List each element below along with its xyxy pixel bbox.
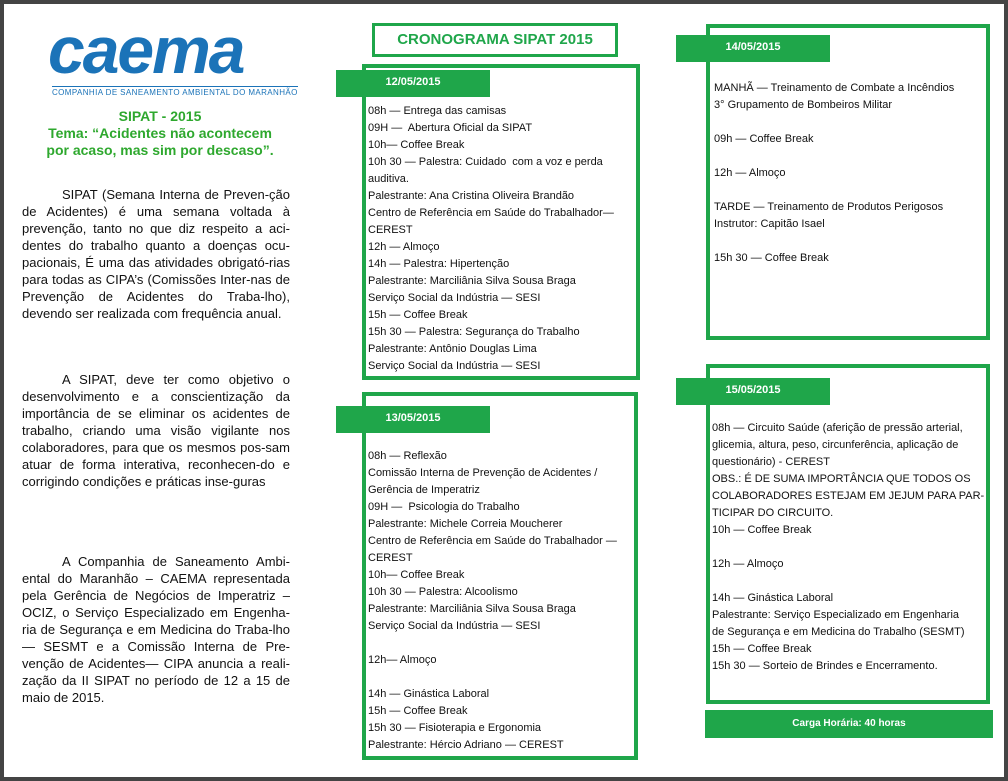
schedule-line: 10h— Coffee Break <box>368 569 465 581</box>
logo-subtitle: COMPANHIA DE SANEAMENTO AMBIENTAL DO MARANHÃO <box>52 88 298 97</box>
sipat-title: SIPAT - 2015 <box>118 108 202 124</box>
schedule-line: 15h — Coffee Break <box>368 309 468 321</box>
schedule-line: 08h — Entrega das camisas <box>368 105 507 117</box>
schedule-line: 15h 30 — Coffee Break <box>714 252 829 264</box>
schedule-line: TARDE — Treinamento de Produtos Perigosos <box>714 201 944 213</box>
schedule-line: 10h 30 — Palestra: Cuidado com a voz e perda <box>368 156 603 168</box>
schedule-line: 08h — Circuito Saúde (aferição de pressão arterial, <box>712 422 963 434</box>
schedule-line <box>368 635 634 652</box>
schedule-line: Centro de Referência em Saúde do Trabalhador — <box>368 535 617 547</box>
schedule-line: 15h 30 — Fisioterapia e Ergonomia <box>368 722 542 734</box>
intro-paragraph <box>22 186 290 322</box>
schedule-line: Palestrante: Ana Cristina Oliveira Brandão <box>368 190 575 202</box>
schedule-line: 10h 30 — Palestra: Alcoolismo <box>368 586 518 598</box>
schedule-line: Instrutor: Capitão Isael <box>714 218 825 230</box>
schedule-line: 14h — Palestra: Hipertenção <box>368 258 510 270</box>
schedule-line: 08h — Reflexão <box>368 450 447 462</box>
schedule-line <box>712 573 986 590</box>
schedule-line: Serviço Social da Indústria — SESI <box>368 292 541 304</box>
schedule-line: questionário) - CEREST <box>712 456 830 468</box>
schedule-line: Palestrante: Marciliânia Silva Sousa Braga <box>368 603 576 615</box>
paragraph-2: A SIPAT, deve ter como objetivo o desenvolvimento e a conscientização da importância de se eliminar os acidentes de trabalho, criando uma visão vigilante nos colaboradores, para que os mesmos pos-sam atuar de forma interativa, reconhecen-do e corrigindo condições e práticas inse-guras <box>22 372 290 489</box>
schedule-line: MANHÃ — Treinamento de Combate a Incêndios <box>714 82 955 94</box>
paragraph-3: A Companhia de Saneamento Ambi-ental do Maranhão – CAEMA representada pela Gerência de Negócios de Imperatriz – OCIZ, o Serviço Especializado em Engenha-ria de Segurança e em Medicina do Traba-lho— SESMT e a Comissão Interna de Pre-venção de Acidentes— CIPA anuncia a reali-zação da II SIPAT no período de 12 a 15 de maio de 2015. <box>22 554 290 705</box>
schedule-line: 12h — Almoço <box>368 241 440 253</box>
schedule-line: auditiva. <box>368 173 409 185</box>
schedule-line: Palestrante: Serviço Especializado em Engenharia <box>712 609 960 621</box>
day-tab-15-05: 15/05/2015 <box>676 378 830 405</box>
schedule-line: 09h — Coffee Break <box>714 133 814 145</box>
schedule-line: 15h — Coffee Break <box>712 643 812 655</box>
schedule-line <box>714 148 986 165</box>
schedule-line: Gerência de Imperatriz <box>368 484 480 496</box>
schedule-line: Serviço Social da Indústria — SESI <box>368 360 541 372</box>
theme-line-1: Tema: “Acidentes não acontecem <box>48 125 272 141</box>
schedule-line: Palestrante: Michele Correia Moucherer <box>368 518 563 530</box>
schedule-line: 09H — Abertura Oficial da SIPAT <box>368 122 533 134</box>
day-schedule-14-05 <box>714 80 986 267</box>
schedule-line: 3° Grupamento de Bombeiros Militar <box>714 99 893 111</box>
schedule-line: 15h — Coffee Break <box>368 705 468 717</box>
carga-horaria-banner: Carga Horária: 40 horas <box>705 710 993 738</box>
day-schedule-12-05 <box>368 103 636 375</box>
schedule-line: Comissão Interna de Prevenção de Acidentes / <box>368 467 598 479</box>
schedule-line: TICIPAR DO CIRCUITO. <box>712 507 834 519</box>
schedule-line: CEREST <box>368 224 413 236</box>
sipat-theme <box>22 125 298 159</box>
objective-paragraph <box>22 371 290 490</box>
schedule-line: Palestrante: Hércio Adriano — CEREST <box>368 739 564 751</box>
schedule-line <box>714 114 986 131</box>
day-schedule-13-05 <box>368 448 634 754</box>
schedule-line: Serviço Social da Indústria — SESI <box>368 620 541 632</box>
schedule-line: Palestrante: Marciliânia Silva Sousa Braga <box>368 275 576 287</box>
schedule-line: CEREST <box>368 552 413 564</box>
cronograma-title: CRONOGRAMA SIPAT 2015 <box>372 23 618 57</box>
day-tab-14-05: 14/05/2015 <box>676 35 830 62</box>
schedule-line: 15h 30 — Sorteio de Brindes e Encerramento. <box>712 660 938 672</box>
caema-logo <box>48 13 298 97</box>
schedule-line: 14h — Ginástica Laboral <box>368 688 490 700</box>
schedule-line <box>368 669 634 686</box>
schedule-line: 10h — Coffee Break <box>712 524 812 536</box>
schedule-line: 09H — Psicologia do Trabalho <box>368 501 520 513</box>
schedule-line <box>714 182 986 199</box>
schedule-line: glicemia, altura, peso, circunferência, aplicação de <box>712 439 959 451</box>
schedule-line <box>712 539 986 556</box>
schedule-line: 12h — Almoço <box>714 167 786 179</box>
day-tab-12-05: 12/05/2015 <box>336 70 490 97</box>
day-tab-13-05: 13/05/2015 <box>336 406 490 433</box>
paragraph-1: SIPAT (Semana Interna de Preven-ção de Acidentes) é uma semana voltada à prevenção, tanto no que diz respeito a aci-dentes do trabalho quanto a doenças ocu-pacionais, É uma das atividades obrigató-rias para todas as CIPA’s (Comissões Inter-nas de Prevenção de Acidentes do Traba-lho), devendo ser realizada com frequência anual. <box>22 187 290 321</box>
schedule-line: 15h 30 — Palestra: Segurança do Trabalho <box>368 326 580 338</box>
schedule-line: 14h — Ginástica Laboral <box>712 592 834 604</box>
schedule-line: 12h — Almoço <box>712 558 784 570</box>
logo-wordmark: caema <box>48 13 244 87</box>
schedule-line: 10h— Coffee Break <box>368 139 465 151</box>
theme-line-2: por acaso, mas sim por descaso”. <box>46 142 274 158</box>
day-schedule-15-05 <box>712 420 986 675</box>
schedule-line: de Segurança e em Medicina do Trabalho (SESMT) <box>712 626 965 638</box>
schedule-line: OBS.: É DE SUMA IMPORTÂNCIA QUE TODOS OS <box>712 473 971 485</box>
schedule-line: Palestrante: Antônio Douglas Lima <box>368 343 537 355</box>
announcement-paragraph <box>22 553 290 706</box>
schedule-line <box>714 233 986 250</box>
schedule-line: Centro de Referência em Saúde do Trabalhador— <box>368 207 614 219</box>
schedule-line: COLABORADORES ESTEJAM EM JEJUM PARA PAR- <box>712 490 985 502</box>
schedule-line: 12h— Almoço <box>368 654 437 666</box>
